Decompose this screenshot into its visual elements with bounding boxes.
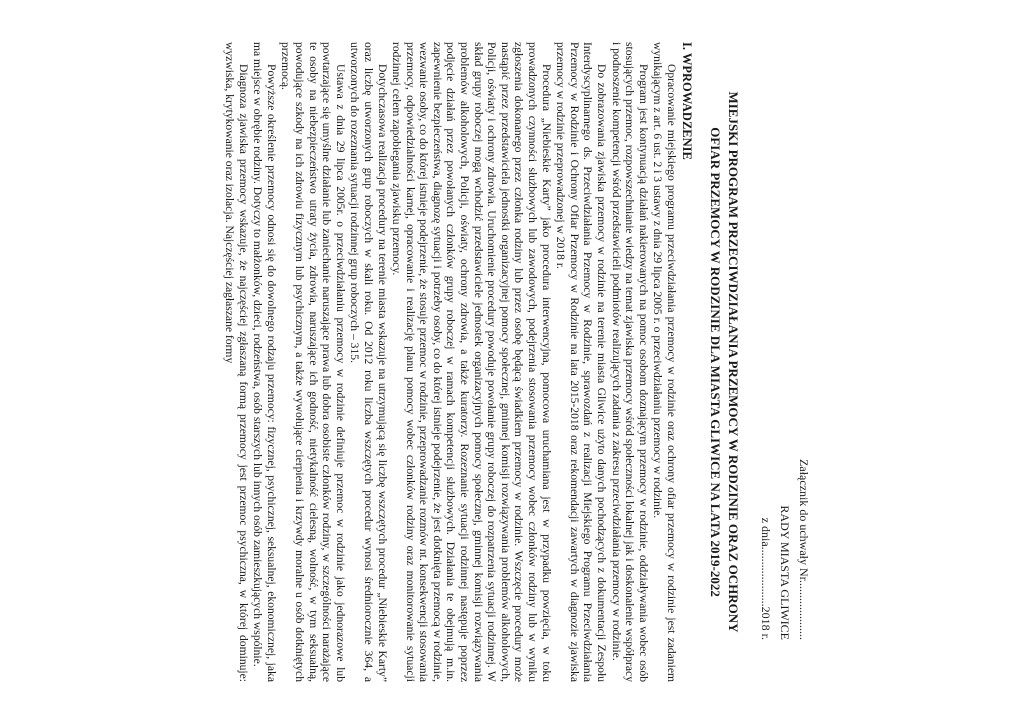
paragraph: Do zobrazowania zjawiska przemocy w rodzinie na terenie miasta Gliwice użyto danych pochodzących z dokumentacji Zespołu Interdyscyplinarnego ds. Przeciwdziałania Przemocy w Rodzinie, sprawozdań z realizacji Miejskiego Programu Przeciwdziałania Przemocy w Rodzinie i Ochrony Ofiar Przemocy w Rodzinie na lata 2015-2018 oraz rekomendacji zawartych w diagnozie zjawiska przemocy w rodzinie przeprowadzonej w 2018 r. — [554, 42, 609, 682]
council-line: RADY MIASTA GLIWICE — [778, 505, 792, 640]
paragraph: Ustawa z dnia 29 lipca 2005r. o przeciwdziałaniu przemocy w rodzinie definiuje przemoc w rodzinie jako jednorazowe lub powtarzające się umyślne działanie lub zaniechanie naruszające prawa lub dobra osobiste członków rodziny, w szczególności narażające te osoby na niebezpieczeństwo utraty życia, zdrowia, naruszające ich godność, nietykalność cielesną, wolność, w tym seksualną, powodujące szkody na ich zdrowiu fizycznym lub psychicznym, a także wywołujące cierpienia i krzywdy moralne u osób dotkniętych przemocą. — [279, 42, 347, 682]
paragraph: Procedura „Niebieskie Karty” jako procedura interwencyjna, pomocowa uruchamiana jest w przypadku powzięcia, w toku prowadzonych czynności służbowych lub zawodowych, podejrzenia stosowania przemocy wobec członków rodziny lub w wyniku zgłoszenia dokonanego przez członka rodziny lub przez osobę będącą świadkiem przemocy w rodzinie. Wszczęcie procedury może nastąpić przez przedstawiciela jednostki organizacyjnej pomocy społecznej, gminnej komisji rozwiązywania problemów alkoholowych, Policji, oświaty i ochrony zdrowia. Uruchomienie procedury powoduje powołanie grupy roboczej do rozpatrzenia sytuacji rodzinnej. W skład grupy roboczej mogą wchodzić przedstawiciele jednostek organizacyjnych pomocy społecznej, gminnej komisji rozwiązywania problemów alkoholowych, Policji, oświaty, ochrony zdrowia, a także kuratorzy. Rozeznanie sytuacji rodzinnej następuje poprzez podjęcie działań przez powołanych członków grupy roboczej w ramach kompetencji służbowych. Działania te obejmują m.in. zapewnienie bezpieczeństwa, diagnozę sytuacji i potrzeby osoby, co do której istnieje podejrzenie, że jest dotknięta przemocą w rodzinie, wezwanie osoby, co do której istnieje podejrzenie, że stosuje przemoc w rodzinie, przeprowadzanie rozmów nt. konsekwencji stosowania przemocy, odpowiedzialności karnej, opracowanie i realizację planu pomocy wobec członków rodziny oraz monitorowanie sytuacji rodzinnej celem zapobiegania zjawisku przemocy. — [390, 42, 553, 682]
title-line-2: OFIAR PRZEMOCY W RODZINIE DLA MIASTA GLIWICE NA LATA 2019-2022 — [708, 127, 723, 597]
attachment-header — [756, 42, 813, 682]
section-heading: I. WPROWADZENIE — [680, 42, 694, 160]
paragraph: Program jest kontynuacją działań nakierowanych na pomoc osobom doznającym przemocy w rodzinie, oddziaływania wobec osób stosujących przemoc, rozpowszechnianie wiedzy na temat zjawiska przemocy wśród społeczności lokalnej jak i doskonalenie współpracy i podnoszenie kompetencji wśród przedstawicieli podmiotów realizujących zadania z zakresu przeciwdziałania przemocy w rodzinie. — [609, 42, 650, 682]
paragraph: Powyższe określenie przemocy odnosi się do dowolnego rodzaju przemocy: fizycznej, psychicznej, seksualnej, ekonomicznej, jaka ma miejsce w obrębie rodziny. Dotyczy to małżonków, dzieci, rodzeństwa, osób starszych lub innych osób zamieszkujących wspólnie. — [251, 42, 278, 682]
date-line: z dnia....................2018 r. — [759, 517, 773, 640]
attachment-line: Załącznik do uchwały Nr.................... — [797, 459, 811, 640]
paragraph: Dotychczasowa realizacja procedury na terenie miasta wskazuje na utrzymującą się liczbę wszczętych procedur „Niebieskie Karty” oraz liczbę utworzonych grup roboczych w skali roku. Od 2012 roku liczba wszczętych procedur wynosi średniorocznie 364, a utworzonych do rozeznania sytuacji rodzinnej grup roboczych – 315. — [348, 42, 389, 682]
paragraph: Diagnoza zjawiska przemocy wskazuje, że najczęściej zgłaszaną formą przemocy jest przemoc psychiczna, w której dominuje: wyzwiska, krytykowanie oraz izolacja. Najczęściej zagłaszane formy — [223, 42, 250, 682]
title-line-1: MIEJSKI PROGRAM PRZECIWDZIAŁANIA PRZEMOCY W RODZINIE ORAZ OCHRONY — [726, 91, 741, 633]
paragraph: Opracowanie miejskiego programu przeciwdziałania przemocy w rodzinie oraz ochrony ofiar przemocy w rodzinie jest zadaniem wynikającym z art. 6 ust. 2 i 3 ustawy z dnia 29 lipca 2005 r. o przeciwdziałaniu przemocy w rodzinie. — [651, 42, 678, 682]
document-title — [706, 42, 742, 682]
